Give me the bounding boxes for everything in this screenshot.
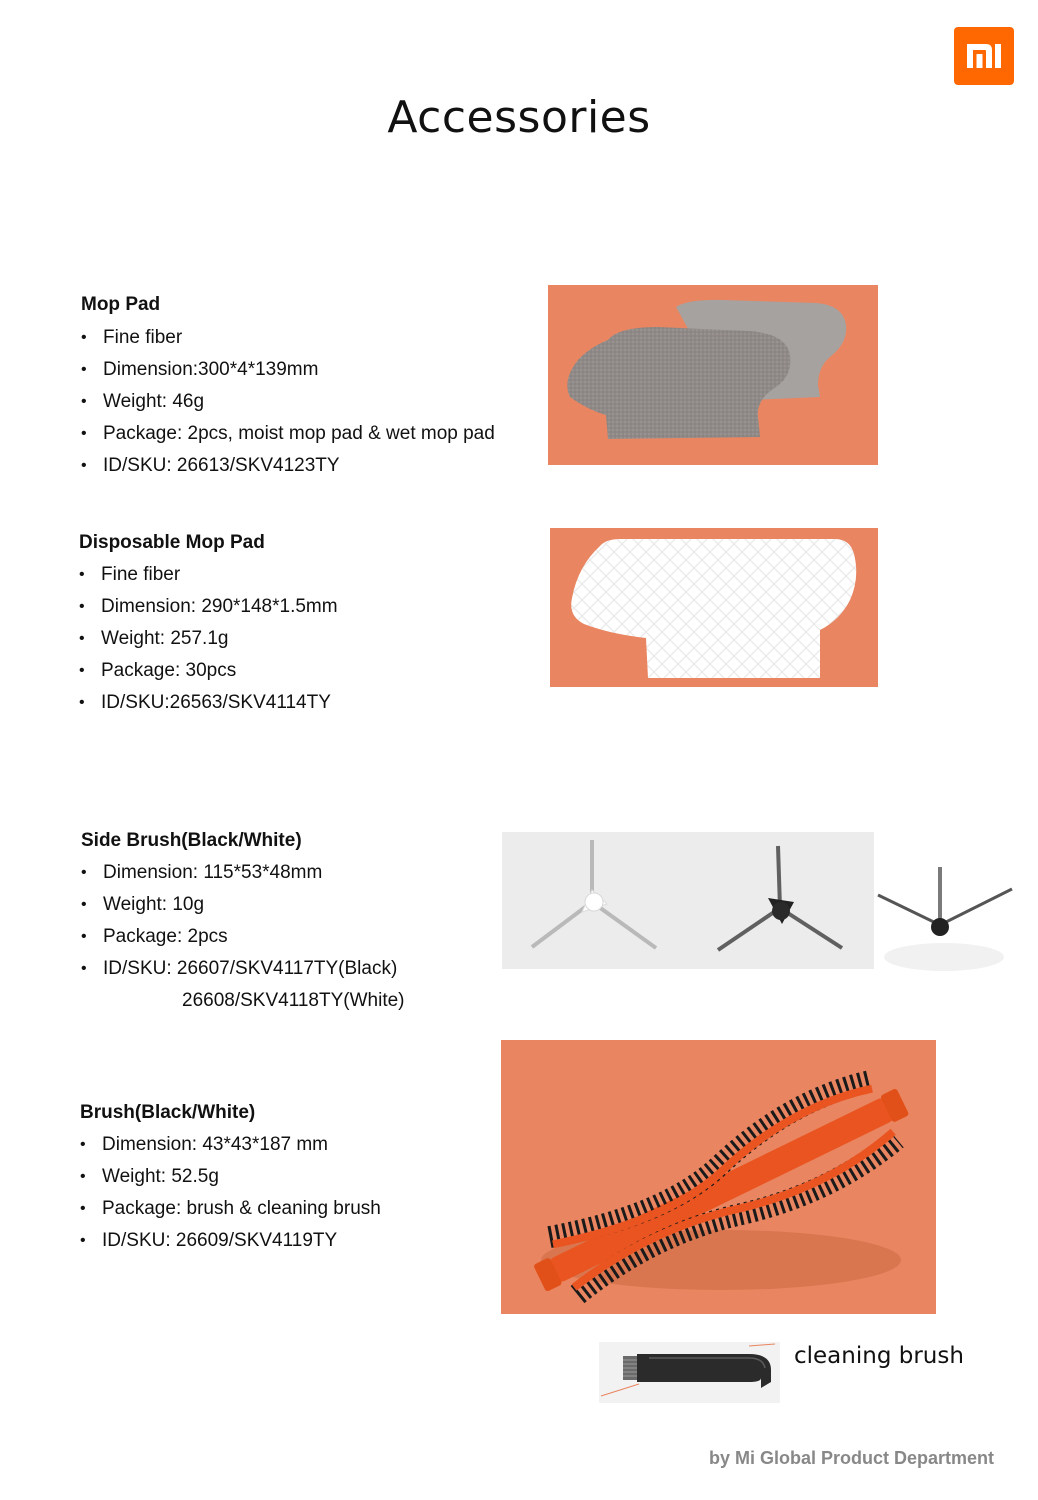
list-item: • ID/SKU: 26609/SKV4119TY — [80, 1230, 338, 1251]
brush-title: Brush(Black/White) — [80, 1102, 256, 1123]
disposable-mop-pad-section — [79, 532, 338, 719]
mop-pad-title: Mop Pad — [81, 294, 161, 315]
side-brush-angle-image — [874, 845, 1034, 990]
disposable-mop-pad-spec-list — [79, 559, 338, 719]
mop-pad-spec-list — [81, 322, 495, 482]
mi-logo-icon — [964, 41, 1004, 71]
list-item: • Package: 30pcs — [79, 660, 237, 681]
list-item: • ID/SKU:26563/SKV4114TY — [79, 692, 331, 713]
list-item: • Weight: 46g — [81, 391, 205, 412]
disposable-mop-pad-image — [550, 528, 878, 687]
page-title: Accessories — [387, 92, 651, 143]
side-brush-spec-list — [81, 857, 405, 985]
side-brush-image — [502, 832, 874, 969]
list-item: • Package: 2pcs — [81, 926, 228, 947]
side-brush-section — [81, 830, 405, 1017]
list-item: • Dimension: 290*148*1.5mm — [79, 596, 338, 617]
mi-logo — [954, 27, 1014, 85]
list-item: • ID/SKU: 26613/SKV4123TY — [81, 455, 340, 476]
list-item: • Package: 2pcs, moist mop pad & wet mop pad — [81, 423, 495, 444]
mop-pad-section — [81, 294, 495, 482]
list-item: • Weight: 257.1g — [79, 628, 229, 649]
list-item: • Weight: 52.5g — [80, 1166, 219, 1187]
main-brush-image — [501, 1040, 936, 1314]
white-side-brush-icon — [532, 840, 656, 948]
side-brush-sku-continuation: 26608/SKV4118TY(White) — [182, 990, 405, 1011]
list-item: • Weight: 10g — [81, 894, 205, 915]
cleaning-brush-label: cleaning brush — [794, 1343, 964, 1369]
list-item: • Dimension:300*4*139mm — [81, 359, 319, 380]
brush-section — [80, 1102, 381, 1257]
black-side-brush-icon — [718, 846, 842, 950]
cleaning-brush-image — [599, 1342, 780, 1403]
brush-spec-list — [80, 1129, 381, 1257]
cleaning-brush-icon — [623, 1354, 771, 1388]
list-item: • Fine fiber — [81, 327, 183, 348]
footer-credit: by Mi Global Product Department — [708, 1448, 994, 1468]
list-item: • Package: brush & cleaning brush — [80, 1198, 381, 1219]
list-item: • Fine fiber — [79, 564, 181, 585]
list-item: • Dimension: 115*53*48mm — [81, 862, 323, 883]
mop-pad-image — [548, 285, 878, 465]
list-item: • Dimension: 43*43*187 mm — [80, 1134, 329, 1155]
disposable-mop-pad-title: Disposable Mop Pad — [79, 532, 265, 553]
list-item: • ID/SKU: 26607/SKV4117TY(Black) — [81, 958, 398, 979]
side-brush-title: Side Brush(Black/White) — [81, 830, 302, 851]
